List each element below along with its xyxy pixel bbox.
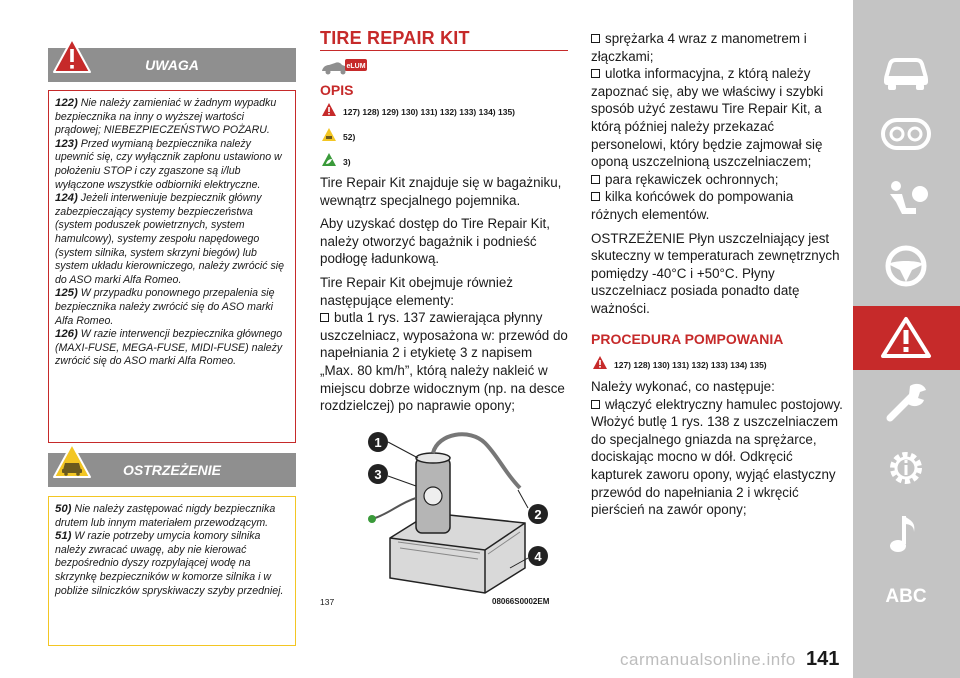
right-column-text [591,30,843,324]
paragraph: Należy wykonać, co następuje: [591,379,775,394]
checkbox-bullet-icon [591,175,600,184]
bullet-item: butla 1 rys. 137 zawierająca płynny uszczelniacz, wyposażona w: przewód do napełniania 2 i etykietę 3 z napisem „Max. 80 km/h”, którą należy nakleić w miejscu dobrze widocznym (np. na desce rozdzielczej) po naprawie opony; [320,310,568,414]
page-number: 141 [806,648,840,670]
paragraph: Aby uzyskać dostęp do Tire Repair Kit, należy otworzyć bagażnik i podnieść podłogę ładunkową. [320,216,550,267]
svg-text:4: 4 [534,549,542,564]
checkbox-bullet-icon [320,313,329,322]
caution-banner [48,453,296,487]
section-title: TIRE REPAIR KIT [320,28,470,48]
music-note-icon[interactable] [880,512,932,556]
checkbox-bullet-icon [591,69,600,78]
paragraph: Tire Repair Kit obejmuje również następujące elementy: [320,274,514,308]
warning-item: 125) W przypadku ponownego przepalenia się bezpiecznika należy zwrócić się do ASO marki Alfa Romeo. [55,287,275,327]
airbag-icon[interactable] [880,178,932,222]
description-text [320,174,568,421]
caution-box [48,496,296,646]
warning-item: 122) Nie należy zamieniać w żadnym wypadku bezpiecznika na inny o wyższej wartości prądowej; NIEBEZPIECZEŃSTWO POŻARU. [55,97,277,137]
caution-item: 50) Nie należy zastępować nigdy bezpiecznika drutem lub innym materiałem przewodzącym. [55,503,276,529]
car-icon[interactable] [880,50,932,94]
checkbox-bullet-icon [591,400,600,409]
procedure-heading: PROCEDURA POMPOWANIA [591,331,784,347]
figure-number: 137 [320,597,335,607]
watermark: carmanualsonline.info [620,650,796,669]
checkbox-bullet-icon [591,34,600,43]
warning-refs: 127) 128) 129) 130) 131) 132) 133) 134) 135) [321,102,561,120]
tire-repair-kit-figure [320,418,568,604]
warning-paragraph: OSTRZEŻENIE Płyn uszczelniający jest skuteczny w temperaturach zewnętrznych pomiędzy -40°C i +50°C. Płyny uszczelniacz posiada ponadto datę ważności. [591,230,840,316]
caution-title: OSTRZEŻENIE [122,462,221,478]
bullet-item: ulotka informacyjna, z którą należy zapoznać się, aby we właściwy i szybki sposób użyć zestawu Tire Repair Kit, a którą później należy przekazać personelowi, który będzie zajmował się oponą uszczelnioną uszczelniaczem; [591,66,824,170]
caution-item: 51) W razie potrzeby umycia komory silnika należy zwracać uwagę, aby nie kierować bezpośrednio dyszy rozpylającej wodę na skrzynkę bezpieczników w komorze silnika i w pobliże silniczków spryskiwaczy szyby przedniej. [55,530,284,597]
warning-triangle-icon [321,102,337,118]
step-item: włączyć elektryczny hamulec postojowy. Włożyć butlę 1 rys. 138 z uszczelniaczem do specjalnego gniazda na sprężarce, dociskając mocno w dół. Odkręcić kapturek zaworu opony, wyjąć elastyczny przewód do napełniania 2 i wkręcić pierścień na zawór opony; [591,396,843,518]
paragraph: Tire Repair Kit znajduje się w bagażniku, wewnątrz specjalnego pojemnika. [320,175,562,208]
dashboard-icon[interactable] [880,112,932,156]
title-rule [320,50,568,51]
elum-icon [320,58,368,76]
environment-triangle-icon [321,152,337,168]
svg-text:1: 1 [374,435,382,450]
caution-triangle-icon [321,127,337,143]
svg-text:2: 2 [534,507,542,522]
warning-item: 123) Przed wymianą bezpiecznika należy upewnić się, czy wyłącznik zapłonu ustawiono w położeniu STOP i czy zgaszone są i/lub wyłączone wszystkie odbiorniki elektryczne. [55,137,282,191]
svg-text:3: 3 [374,467,382,482]
warning-box [48,90,296,443]
steering-wheel-icon[interactable] [880,244,932,288]
warning-item: 126) W razie interwencji bezpiecznika głównego (MAXI-FUSE, MEGA-FUSE, MIDI-FUSE) należy zwrócić się do ASO marki Alfa Romeo. [55,328,283,368]
procedure-refs: 127) 128) 130) 131) 132) 133) 134) 135) [592,355,842,373]
figure-code: 08066S0002EM [492,597,550,606]
bullet-item: kilka końcówek do pompowania różnych elementów. [591,189,794,222]
procedure-text [591,378,843,525]
warning-triangle-icon[interactable] [880,316,932,360]
wrench-icon[interactable] [880,380,932,424]
bullet-item: sprężarka 4 wraz z manometrem i złączkami; [591,31,807,64]
warning-banner [48,48,296,82]
bullet-item: para rękawiczek ochronnych; [591,171,843,189]
warning-title: UWAGA [145,57,199,73]
checkbox-bullet-icon [591,192,600,201]
abc-index-label[interactable]: ABC [885,586,927,607]
svg-text:eLUM: eLUM [346,63,366,70]
gear-icon[interactable] [880,446,932,490]
caution-refs: 52) [321,127,421,145]
environment-refs: 3) [321,152,421,170]
opis-heading: OPIS [320,82,354,98]
warning-triangle-icon [592,355,608,371]
warning-item: 124) Jeżeli interweniuje bezpiecznik główny zabezpieczający systemy bezpieczeństwa (system poduszek powietrznych, system hamulcowy), systemy zespołu napędowego (system silnika, system skrzyni biegów) lub system układu kierowniczego, należy zwrócić się do ASO marki Alfa Romeo. [55,192,285,286]
